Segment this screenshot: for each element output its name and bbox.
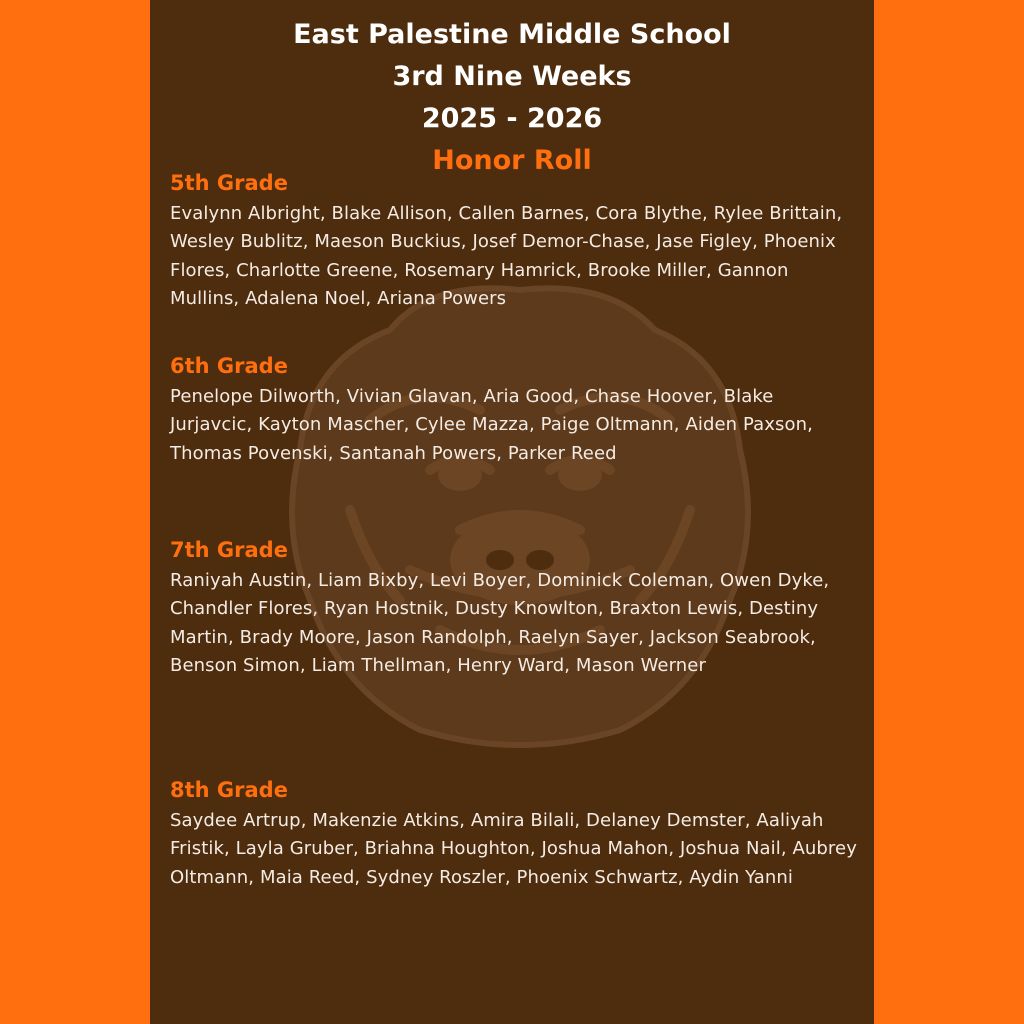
grade-8-names: Saydee Artrup, Makenzie Atkins, Amira Bilali, Delaney Demster, Aaliyah Fristik, Layla Gruber, Briahna Houghton, Joshua Mahon, Joshua Nail, Aubrey Oltmann, Maia Reed, Sydney Roszler, Phoenix Schwartz, Aydin Yanni (170, 810, 857, 888)
school-year: 2025 - 2026 (421, 103, 603, 134)
grade-6-names: Penelope Dilworth, Vivian Glavan, Aria Good, Chase Hoover, Blake Jurjavcic, Kayton Mascher, Cylee Mazza, Paige Oltmann, Aiden Paxson, Thomas Povenski, Santanah Powers, Parker Reed (170, 386, 813, 464)
grade-6-title: 6th Grade (170, 354, 288, 378)
grade-8-title: 8th Grade (170, 778, 288, 802)
content-panel (150, 0, 874, 1024)
school-name: East Palestine Middle School (293, 19, 731, 50)
grading-period: 3rd Nine Weeks (392, 61, 632, 92)
grade-5-title: 5th Grade (170, 171, 288, 195)
honor-roll-title: Honor Roll (432, 145, 592, 176)
page-header (150, 14, 874, 182)
grade-5-section (170, 170, 860, 314)
grade-6-section (170, 353, 860, 468)
grade-7-title: 7th Grade (170, 538, 288, 562)
bulldog-mascot-watermark (260, 270, 780, 760)
grade-7-section (170, 537, 860, 681)
grade-7-names: Raniyah Austin, Liam Bixby, Levi Boyer, Dominick Coleman, Owen Dyke, Chandler Flores, Ryan Hostnik, Dusty Knowlton, Braxton Lewis, Destiny Martin, Brady Moore, Jason Randolph, Raelyn Sayer, Jackson Seabrook, Benson Simon, Liam Thellman, Henry Ward, Mason Werner (170, 570, 830, 677)
grade-8-section (170, 777, 860, 892)
grade-5-names: Evalynn Albright, Blake Allison, Callen Barnes, Cora Blythe, Rylee Brittain, Wesley Bublitz, Maeson Buckius, Josef Demor-Chase, Jase Figley, Phoenix Flores, Charlotte Greene, Rosemary Hamrick, Brooke Miller, Gannon Mullins, Adalena Noel, Ariana Powers (170, 203, 843, 310)
